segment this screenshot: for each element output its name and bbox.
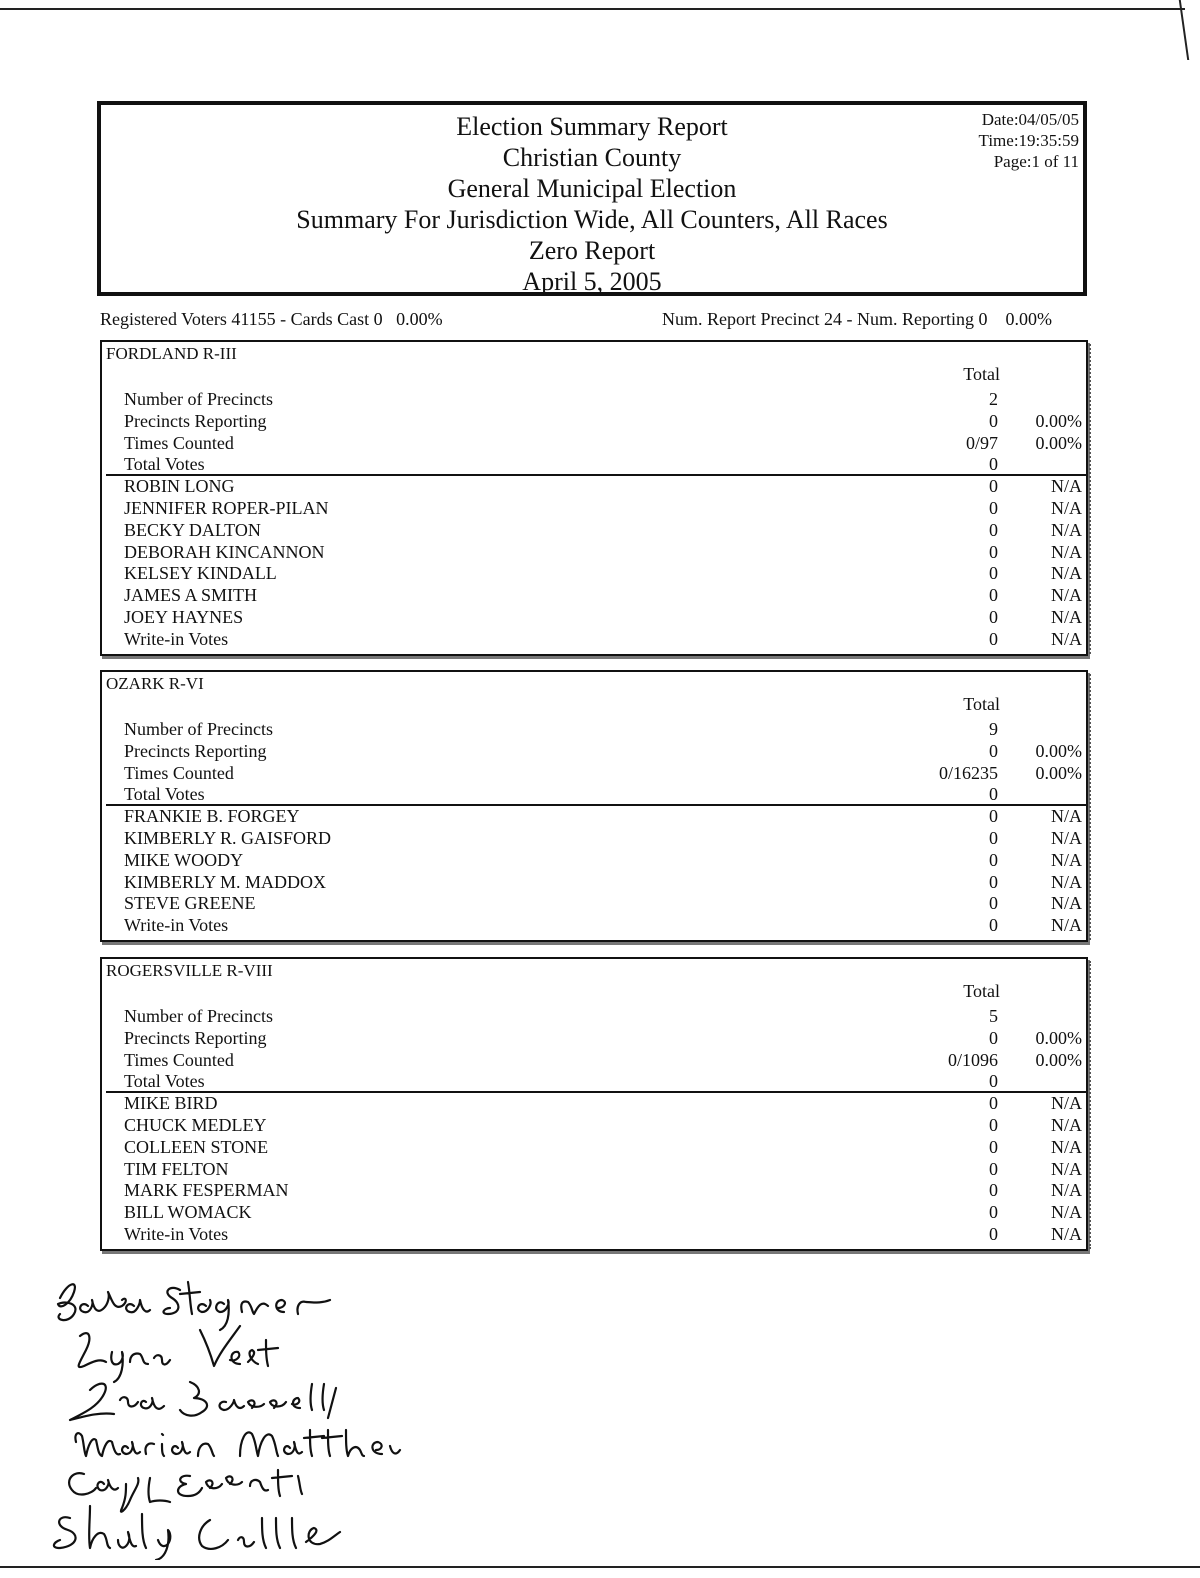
vote-percent: 0.00% [1035, 740, 1082, 761]
stat-label: Precincts Reporting [124, 740, 267, 761]
signature-4 [75, 1430, 400, 1456]
vote-total: 5 [989, 1006, 998, 1026]
vote-total: 0 [989, 607, 998, 627]
candidate-row [102, 606, 1086, 628]
race-section [100, 340, 1088, 656]
vote-percent: N/A [1051, 476, 1082, 497]
candidate-name: MIKE BIRD [124, 1093, 218, 1114]
candidate-name: CHUCK MEDLEY [124, 1115, 267, 1135]
stat-row [102, 388, 1086, 410]
vote-percent: N/A [1051, 1158, 1082, 1179]
candidate-name: Write-in Votes [124, 915, 229, 936]
stat-row [102, 762, 1086, 784]
candidate-row [102, 849, 1086, 871]
report-time: Time:19:35:59 [978, 131, 1079, 150]
vote-percent: 0.00% [1035, 762, 1082, 783]
vote-percent: N/A [1051, 541, 1082, 562]
race-title: FORDLAND R-III [106, 344, 237, 363]
vote-total: 0 [989, 740, 998, 761]
stat-label: Total Votes [124, 454, 205, 475]
vote-total: 0 [989, 1158, 998, 1179]
candidate-name: MARK FESPERMAN [124, 1180, 289, 1201]
page-edge-bottom [0, 1566, 1200, 1568]
signature-6 [54, 1506, 340, 1560]
vote-percent: N/A [1051, 871, 1082, 892]
vote-percent: N/A [1051, 563, 1082, 584]
candidate-row [102, 497, 1086, 519]
vote-total: 0 [989, 849, 998, 870]
vote-total: 0 [989, 498, 998, 518]
candidate-name: BECKY DALTON [124, 519, 261, 540]
page-edge-top [0, 8, 1185, 10]
race-section [100, 957, 1088, 1251]
signature-1 [58, 1282, 330, 1330]
stat-row [102, 718, 1086, 740]
candidate-row [102, 475, 1086, 497]
stat-label: Number of Precincts [124, 719, 273, 739]
stat-label: Times Counted [124, 1049, 234, 1070]
election-date: April 5, 2005 [522, 267, 662, 296]
stat-row [102, 740, 1086, 762]
precinct-reporting-summary: Num. Report Precinct 24 - Num. Reporting 0 0.00% [662, 309, 1052, 329]
county-name: Christian County [502, 143, 682, 172]
vote-percent: 0.00% [1035, 1027, 1082, 1048]
candidate-name: JOEY HAYNES [124, 607, 244, 627]
vote-total: 0 [989, 915, 998, 936]
signature-5 [69, 1470, 302, 1512]
vote-total: 0 [989, 1224, 998, 1244]
vote-percent: N/A [1051, 849, 1082, 870]
total-column-header: Total [963, 981, 1000, 1001]
vote-total: 0 [989, 893, 998, 914]
vote-percent: 0.00% [1035, 410, 1082, 431]
vote-percent: N/A [1051, 585, 1082, 606]
vote-total: 0 [989, 784, 998, 805]
vote-total: 0 [989, 1136, 998, 1157]
race-title: ROGERSVILLE R-VIII [106, 961, 273, 980]
candidate-name: TIM FELTON [124, 1158, 229, 1179]
signature-3 [70, 1382, 336, 1420]
vote-total: 0 [989, 1027, 998, 1048]
vote-percent: N/A [1051, 1115, 1082, 1135]
candidate-name: COLLEEN STONE [124, 1136, 269, 1157]
stat-row [102, 410, 1086, 432]
report-date: Date:04/05/05 [981, 110, 1079, 129]
candidate-name: STEVE GREENE [124, 893, 256, 914]
stat-label: Total Votes [124, 1071, 205, 1092]
stat-row [102, 432, 1086, 454]
candidate-row [102, 805, 1086, 827]
candidate-name: ROBIN LONG [124, 476, 235, 497]
vote-percent: N/A [1051, 628, 1082, 649]
candidate-name: DEBORAH KINCANNON [124, 541, 325, 562]
candidate-row [102, 1179, 1086, 1201]
stat-row [102, 1027, 1086, 1049]
vote-percent: N/A [1051, 519, 1082, 540]
report-meta [979, 109, 1079, 172]
vote-total: 0 [989, 585, 998, 606]
election-name: General Municipal Election [447, 174, 737, 203]
vote-total: 0/16235 [938, 762, 998, 783]
report-header [97, 101, 1087, 296]
candidate-row [102, 1092, 1086, 1114]
vote-total: 0 [989, 871, 998, 892]
vote-total: 0 [989, 519, 998, 540]
vote-percent: N/A [1051, 1093, 1082, 1114]
stat-label: Times Counted [124, 432, 234, 453]
vote-total: 0 [989, 410, 998, 431]
vote-percent: N/A [1051, 915, 1082, 936]
vote-percent: N/A [1051, 607, 1082, 627]
vote-percent: N/A [1051, 1180, 1082, 1201]
candidate-name: BILL WOMACK [124, 1202, 252, 1223]
candidate-row [102, 892, 1086, 914]
vote-total: 0 [989, 1202, 998, 1223]
candidate-name: Write-in Votes [124, 1224, 229, 1244]
stat-row [102, 1005, 1086, 1027]
stat-row [102, 1070, 1086, 1092]
stat-row [102, 783, 1086, 805]
total-column-header: Total [963, 694, 1000, 714]
stat-label: Precincts Reporting [124, 410, 267, 431]
vote-percent: N/A [1051, 1202, 1082, 1223]
candidate-row [102, 541, 1086, 563]
report-type: Zero Report [528, 236, 656, 265]
signatures [30, 1270, 410, 1560]
vote-percent: N/A [1051, 806, 1082, 827]
vote-total: 0 [989, 454, 998, 475]
candidate-row [102, 562, 1086, 584]
vote-total: 0 [989, 563, 998, 584]
vote-total: 0/97 [965, 432, 998, 453]
report-title-block [101, 111, 1083, 297]
candidate-row [102, 871, 1086, 893]
candidate-name: JAMES A SMITH [124, 585, 258, 606]
candidate-row [102, 1158, 1086, 1180]
stat-label: Precincts Reporting [124, 1027, 267, 1048]
vote-percent: N/A [1051, 1136, 1082, 1157]
report-page: Page:1 of 11 [993, 152, 1079, 171]
vote-total: 0 [989, 1180, 998, 1201]
page-edge-fold [1179, 0, 1200, 60]
vote-total: 0 [989, 806, 998, 827]
vote-total: 2 [989, 389, 998, 409]
stat-row [102, 453, 1086, 475]
candidate-row [102, 1223, 1086, 1245]
stat-label: Number of Precincts [124, 389, 273, 409]
candidate-row [102, 1201, 1086, 1223]
candidate-name: MIKE WOODY [124, 849, 244, 870]
candidate-name: KELSEY KINDALL [124, 563, 277, 584]
stat-label: Times Counted [124, 762, 234, 783]
candidate-row [102, 519, 1086, 541]
vote-percent: N/A [1051, 1224, 1082, 1244]
race-section [100, 670, 1088, 942]
vote-total: 9 [989, 719, 998, 739]
vote-percent: N/A [1051, 893, 1082, 914]
signature-2 [79, 1326, 278, 1382]
vote-total: 0 [989, 1115, 998, 1135]
registered-voters-summary: Registered Voters 41155 - Cards Cast 0 0.00% [100, 309, 443, 329]
candidate-row [102, 584, 1086, 606]
candidate-name: Write-in Votes [124, 628, 229, 649]
candidate-name: JENNIFER ROPER-PILAN [124, 498, 329, 518]
candidate-name: KIMBERLY M. MADDOX [124, 871, 327, 892]
candidate-row [102, 628, 1086, 650]
vote-percent: 0.00% [1035, 432, 1082, 453]
vote-percent: N/A [1051, 828, 1082, 848]
vote-total: 0 [989, 1093, 998, 1114]
vote-percent: 0.00% [1035, 1049, 1082, 1070]
vote-total: 0 [989, 828, 998, 848]
vote-total: 0 [989, 541, 998, 562]
vote-total: 0 [989, 1071, 998, 1092]
candidate-row [102, 1136, 1086, 1158]
candidate-name: KIMBERLY R. GAISFORD [124, 828, 332, 848]
vote-total: 0 [989, 628, 998, 649]
report-scope: Summary For Jurisdiction Wide, All Counters, All Races [296, 205, 888, 234]
stat-label: Total Votes [124, 784, 205, 805]
report-title: Election Summary Report [456, 112, 728, 141]
race-title: OZARK R-VI [106, 674, 204, 693]
candidate-name: FRANKIE B. FORGEY [124, 806, 300, 827]
stat-label: Number of Precincts [124, 1006, 273, 1026]
candidate-row [102, 827, 1086, 849]
candidate-row [102, 1114, 1086, 1136]
vote-total: 0/1096 [947, 1049, 998, 1070]
stat-row [102, 1049, 1086, 1071]
candidate-row [102, 914, 1086, 936]
vote-total: 0 [989, 476, 998, 497]
vote-percent: N/A [1051, 498, 1082, 518]
total-column-header: Total [963, 364, 1000, 384]
